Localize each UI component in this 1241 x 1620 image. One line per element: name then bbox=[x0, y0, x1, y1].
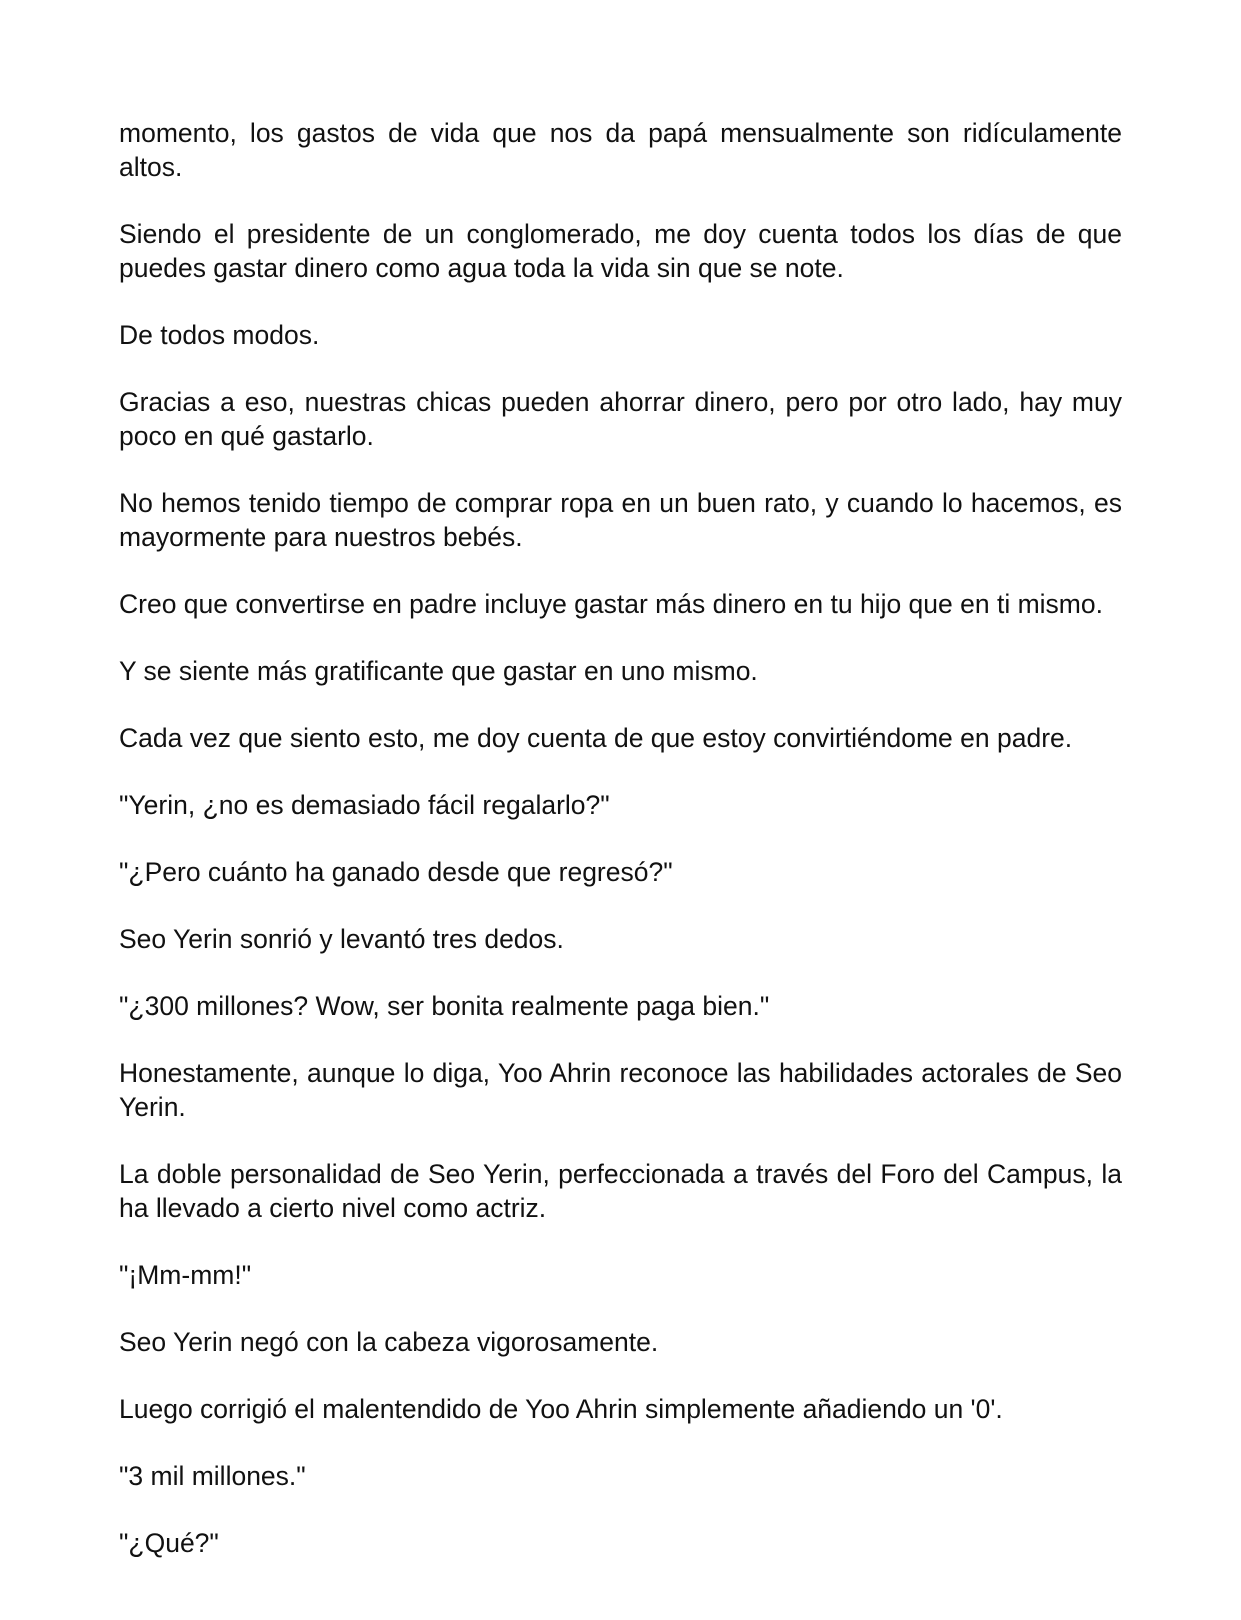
paragraph: Honestamente, aunque lo diga, Yoo Ahrin reconoce las habilidades actorales de Seo Yerin. bbox=[119, 1058, 1122, 1122]
paragraph: Creo que convertirse en padre incluye gastar más dinero en tu hijo que en ti mismo. bbox=[119, 589, 1103, 619]
dialogue-line: "¿300 millones? Wow, ser bonita realmente paga bien." bbox=[119, 991, 770, 1021]
paragraph: Siendo el presidente de un conglomerado, me doy cuenta todos los días de que puedes gastar dinero como agua toda la vida sin que se note. bbox=[119, 219, 1122, 283]
dialogue-line: "¡Mm-mm!" bbox=[119, 1260, 252, 1290]
paragraph: De todos modos. bbox=[119, 320, 320, 350]
paragraph: La doble personalidad de Seo Yerin, perfeccionada a través del Foro del Campus, la ha llevado a cierto nivel como actriz. bbox=[119, 1159, 1122, 1223]
dialogue-line: "3 mil millones." bbox=[119, 1461, 306, 1491]
document-body bbox=[119, 116, 1122, 1593]
paragraph: Seo Yerin sonrió y levantó tres dedos. bbox=[119, 924, 564, 954]
paragraph: Cada vez que siento esto, me doy cuenta de que estoy convirtiéndome en padre. bbox=[119, 723, 1073, 753]
paragraph: Y se siente más gratificante que gastar en uno mismo. bbox=[119, 656, 758, 686]
dialogue-line: "¿Qué?" bbox=[119, 1528, 219, 1558]
dialogue-line: "¿Pero cuánto ha ganado desde que regresó?" bbox=[119, 857, 673, 887]
paragraph: Seo Yerin negó con la cabeza vigorosamente. bbox=[119, 1327, 659, 1357]
paragraph: Luego corrigió el malentendido de Yoo Ahrin simplemente añadiendo un '0'. bbox=[119, 1394, 1003, 1424]
dialogue-line: "Yerin, ¿no es demasiado fácil regalarlo?" bbox=[119, 790, 610, 820]
paragraph: No hemos tenido tiempo de comprar ropa en un buen rato, y cuando lo hacemos, es mayormente para nuestros bebés. bbox=[119, 488, 1122, 552]
paragraph: momento, los gastos de vida que nos da papá mensualmente son ridículamente altos. bbox=[119, 118, 1122, 182]
paragraph: Gracias a eso, nuestras chicas pueden ahorrar dinero, pero por otro lado, hay muy poco en qué gastarlo. bbox=[119, 387, 1122, 451]
